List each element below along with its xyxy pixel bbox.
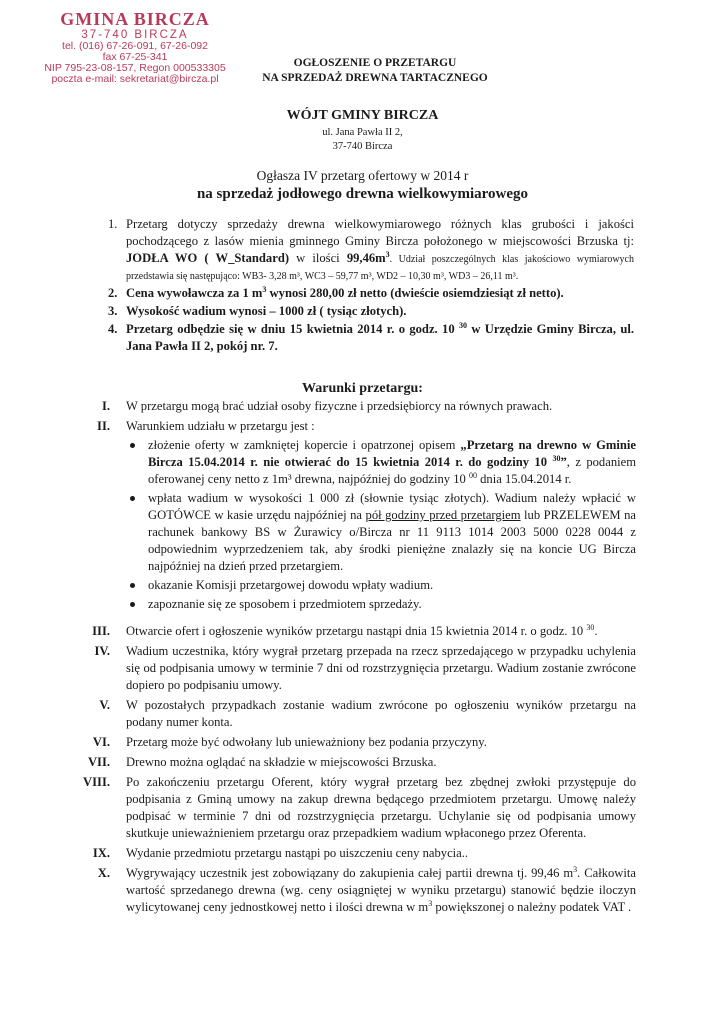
condition-VI [70, 734, 636, 751]
condition-VIII [70, 774, 636, 842]
condition-text-end: . [594, 624, 598, 638]
point-text-end: w Urzędzie Gminy Bircza, ul. Jana Pawła II 2, pokój nr. 7. [126, 322, 634, 353]
bullet-text-end: lub PRZELEWEM na rachunek bankowy BS w Żurawicy o/Bircza nr 11 9113 1014 2003 5000 0228 0044 z odpowiednim wyprzedzeniem tak, aby środki pieniężne znalazły się na koncie UG Bircza najpóźniej na dzień przed przetargiem. [148, 508, 636, 573]
condition-text: Otwarcie ofert i ogłoszenie wyników przetargu nastąpi dnia 15 kwietnia 2014 r. o godz. 10 [126, 624, 587, 638]
condition-sup: 3 [573, 864, 578, 874]
condition-VII [70, 754, 636, 771]
announcement-line-1: Ogłasza IV przetarg ofertowy w 2014 r [256, 168, 469, 183]
bullet-sup: 30 [552, 453, 561, 463]
bullet-sup-2: 00 [468, 470, 477, 480]
condition-text: Po zakończeniu przetargu Oferent, który wygrał przetarg bez zbędnej zwłoki przystępuje do podpisania z Gminą umowy na zakup drewna będącego przedmiotem przetargu. Umowę należy podpisać w terminie 7 dni od rozstrzygnięcia przetargu. Uchylanie się od podpisania umowy skutkuje unieważnieniem przetargu oraz przepadkiem wadium wpłaconego przez Oferenta. [126, 775, 636, 840]
stamp-tel: tel. (016) 67-26-091, 67-26-092 [62, 39, 208, 52]
announcement [0, 168, 725, 203]
point-sup: 30 [458, 320, 467, 330]
point-sup: 3 [262, 284, 267, 294]
condition-III [70, 623, 636, 640]
point-number: 3. [108, 304, 118, 318]
stamp-email: poczta e-mail: sekretariat@bircza.pl [51, 73, 219, 85]
issuer-title: WÓJT GMINY BIRCZA [286, 108, 439, 123]
condition-sup: 30 [586, 622, 595, 632]
point-text: Przetarg dotyczy sprzedaży drewna wielkowymiarowego różnych klas grubości i jakości pochodzącego z lasów mienia gminnego Gminy Bircza położonego w miejscowości Brzuska tj: [126, 217, 634, 248]
bullet-text-mid: , z podaniem oferowanej ceny netto z 1m³ drewna, najpóźniej do godziny 10 [148, 455, 636, 486]
condition-number: III. [92, 624, 110, 638]
condition-bullets [126, 437, 636, 613]
stamp-address: 37-740 BIRCZA [81, 28, 189, 41]
bullet-proof: okazanie Komisji przetargowej dowodu wpłaty wadium. [126, 577, 636, 594]
condition-text: Wadium uczestnika, który wygrał przetarg przepada na rzecz sprzedającego w przypadku uchylenia się od podpisania umowy w terminie 7 dni od rozstrzygnięcia przetargu. Wadium zostanie zwrócone dopiero po podpisaniu umowy. [126, 644, 636, 692]
bullet-familiarize: zapoznanie się ze sposobem i przedmiotem sprzedaży. [126, 596, 636, 613]
bullet-quote: ” [560, 455, 567, 469]
point-wood-type: JODŁA WO ( W_Standard) [126, 251, 290, 265]
issuer-block [0, 108, 725, 154]
condition-number: VII. [87, 755, 110, 769]
condition-number: VI. [92, 735, 110, 749]
quantity-sup: 3 [385, 249, 390, 259]
condition-text: Przetarg może być odwołany lub unieważniony bez podania przyczyny. [126, 735, 487, 749]
condition-text: W pozostałych przypadkach zostanie wadium zwrócone po ogłoszeniu wyników przetargu na podany numer konta. [126, 698, 636, 729]
gmina-stamp [20, 10, 250, 85]
stamp-nip: NIP 795-23-08-157, Regon 000533305 [44, 61, 226, 74]
condition-number: II. [97, 419, 110, 433]
numbered-points [108, 216, 634, 356]
condition-text-end: powiększonej o należny podatek VAT . [432, 900, 632, 914]
bullet-text: złożenie oferty w zamkniętej kopercie i opatrzonej opisem [148, 438, 461, 452]
point-number: 4. [108, 322, 118, 336]
condition-X [70, 865, 636, 916]
point-text-end: wynosi 280,00 zł netto (dwieście osiemdziesiąt zł netto). [266, 286, 564, 300]
point-3 [108, 303, 634, 320]
point-class-breakdown: . Udział poszczególnych klas jakościowo wymiarowych przedstawia się następująco: WB3- 3,28 m³, WC3 – 59,77 m³, WD2 – 10,30 m³, WD3 – 26,11 m³. [126, 254, 634, 282]
condition-V [70, 697, 636, 731]
point-number: 1. [108, 217, 118, 231]
point-text: Wysokość wadium wynosi – 1000 zł ( tysiąc złotych). [126, 304, 407, 318]
conditions-list [70, 398, 636, 919]
condition-number: IV. [94, 644, 110, 658]
issuer-city: 37-740 Bircza [332, 141, 393, 153]
bullet-underlined: pół godziny przed przetargiem [365, 508, 521, 522]
bullet-deposit [126, 490, 636, 575]
announcement-line-2: na sprzedaż jodłowego drewna wielkowymiarowego [196, 186, 529, 202]
point-1 [108, 216, 634, 284]
bullet-text: wpłata wadium w wysokości 1 000 zł (słownie tysiąc złotych). Wadium należy wpłacić w GOTÓWCE w kasie urzędu najpóźniej na [148, 491, 636, 522]
quantity-value: 99,46m [346, 251, 386, 265]
issuer-street: ul. Jana Pawła II 2, [322, 127, 403, 138]
condition-text-mid: . Całkowita wartość sprzedanego drewna (wg. ceny osiągniętej w wyniku przetargu) stanowić będzie iloczyn wylicytowanej ceny jednostkowej netto i ilości drewna w m [126, 866, 636, 914]
condition-number: X. [97, 866, 110, 880]
bullet-offer [126, 437, 636, 488]
condition-text: Drewno można oglądać na składzie w miejscowości Brzuska. [126, 755, 437, 769]
heading-line-1: OGŁOSZENIE O PRZETARGU [293, 57, 457, 69]
condition-number: V. [99, 698, 110, 712]
condition-number: I. [101, 399, 110, 413]
condition-IV [70, 643, 636, 694]
point-text: Przetarg odbędzie się w dniu 15 kwietnia 2014 r. o godz. 10 [126, 322, 459, 336]
condition-sup-2: 3 [428, 898, 433, 908]
heading-line-2: NA SPRZEDAŻ DREWNA TARTACZNEGO [262, 71, 488, 84]
point-number: 2. [108, 286, 118, 300]
condition-IX [70, 845, 636, 862]
stamp-fax: fax 67-25-341 [102, 50, 168, 63]
bullet-text-end: dnia 15.04.2014 r. [476, 472, 572, 486]
conditions-title: Warunki przetargu: [302, 381, 423, 396]
point-quantity [347, 251, 390, 265]
condition-number: VIII. [83, 775, 110, 789]
condition-text: Warunkiem udziału w przetargu jest : [126, 419, 315, 433]
bullet-envelope-label: „Przetarg na drewno w Gminie Bircza 15.04.2014 r. nie otwierać do 15 kwietnia 2014 r. do godziny 10 [148, 438, 636, 469]
point-4 [108, 321, 634, 355]
point-text: Cena wywoławcza za 1 m [126, 286, 263, 300]
condition-I [70, 398, 636, 415]
point-2 [108, 285, 634, 302]
condition-text: Wygrywający uczestnik jest zobowiązany do zakupienia całej partii drewna tj. 99,46 m [126, 866, 574, 880]
stamp-name: GMINA BIRCZA [60, 9, 210, 29]
document-heading [240, 56, 510, 86]
point-text-mid: w ilości [289, 251, 347, 265]
condition-number: IX. [92, 846, 110, 860]
condition-II [70, 418, 636, 613]
condition-text: Wydanie przedmiotu przetargu nastąpi po uiszczeniu ceny nabycia.. [126, 846, 469, 860]
condition-text: W przetargu mogą brać udział osoby fizyczne i przedsiębiorcy na równych prawach. [126, 399, 553, 413]
